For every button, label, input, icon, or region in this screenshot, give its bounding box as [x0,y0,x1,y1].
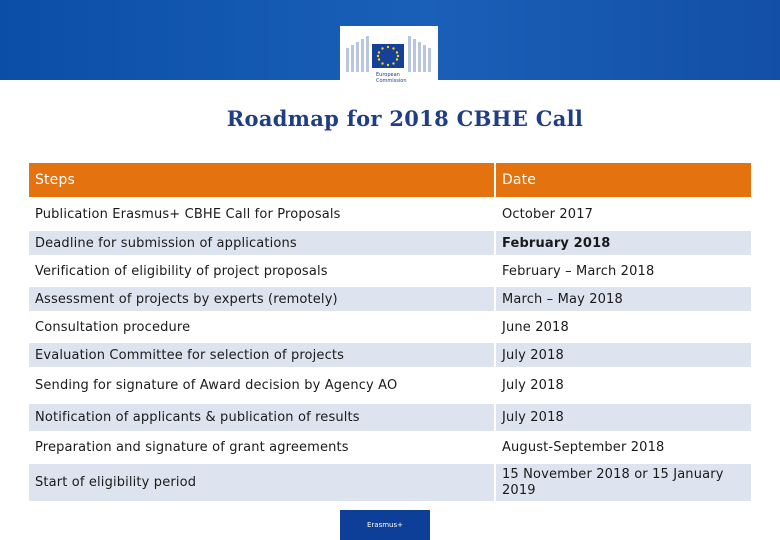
table-row [0,231,780,255]
logo-line-1: European [376,72,400,78]
table-row [0,370,780,400]
date-cell: February – March 2018 [502,263,655,279]
date-cell: 15 November 2018 or 15 January 2019 [496,464,751,501]
step-cell: Deadline for submission of applications [29,231,494,255]
table-row [0,434,780,461]
date-cell: July 2018 [502,377,564,393]
step-cell: Consultation procedure [35,319,191,335]
page-title: Roadmap for 2018 CBHE Call [226,106,584,131]
date-cell: March – May 2018 [496,287,751,311]
date-cell: October 2017 [502,206,594,222]
step-cell: Sending for signature of Award decision by Agency AO [35,377,398,393]
erasmus-footer-tab: Erasmus+ [340,510,430,540]
european-commission-logo [340,26,438,96]
table-row [0,258,780,284]
logo-caption [376,72,407,84]
date-cell: June 2018 [502,319,569,335]
table-row [0,287,780,311]
step-cell: Assessment of projects by experts (remotely) [29,287,494,311]
step-cell: Notification of applicants & publication of results [29,404,494,431]
step-cell: Verification of eligibility of project proposals [35,263,328,279]
logo-line-2: Commission [376,78,407,84]
step-cell: Publication Erasmus+ CBHE Call for Proposals [35,206,341,222]
step-cell: Evaluation Committee for selection of projects [29,343,494,367]
commission-building-icon [340,26,438,96]
header-date: Date [496,163,751,197]
date-cell: July 2018 [496,343,751,367]
step-cell: Preparation and signature of grant agreements [35,440,349,455]
header-steps: Steps [29,163,494,197]
step-cell: Start of eligibility period [29,464,494,501]
table-header-row [0,163,780,197]
date-cell: July 2018 [496,404,751,431]
table-row [0,343,780,367]
table-row [0,200,780,228]
date-cell: August-September 2018 [502,440,665,455]
date-cell: February 2018 [496,231,751,255]
table-row [0,464,780,501]
table-row [0,314,780,340]
table-row [0,404,780,431]
